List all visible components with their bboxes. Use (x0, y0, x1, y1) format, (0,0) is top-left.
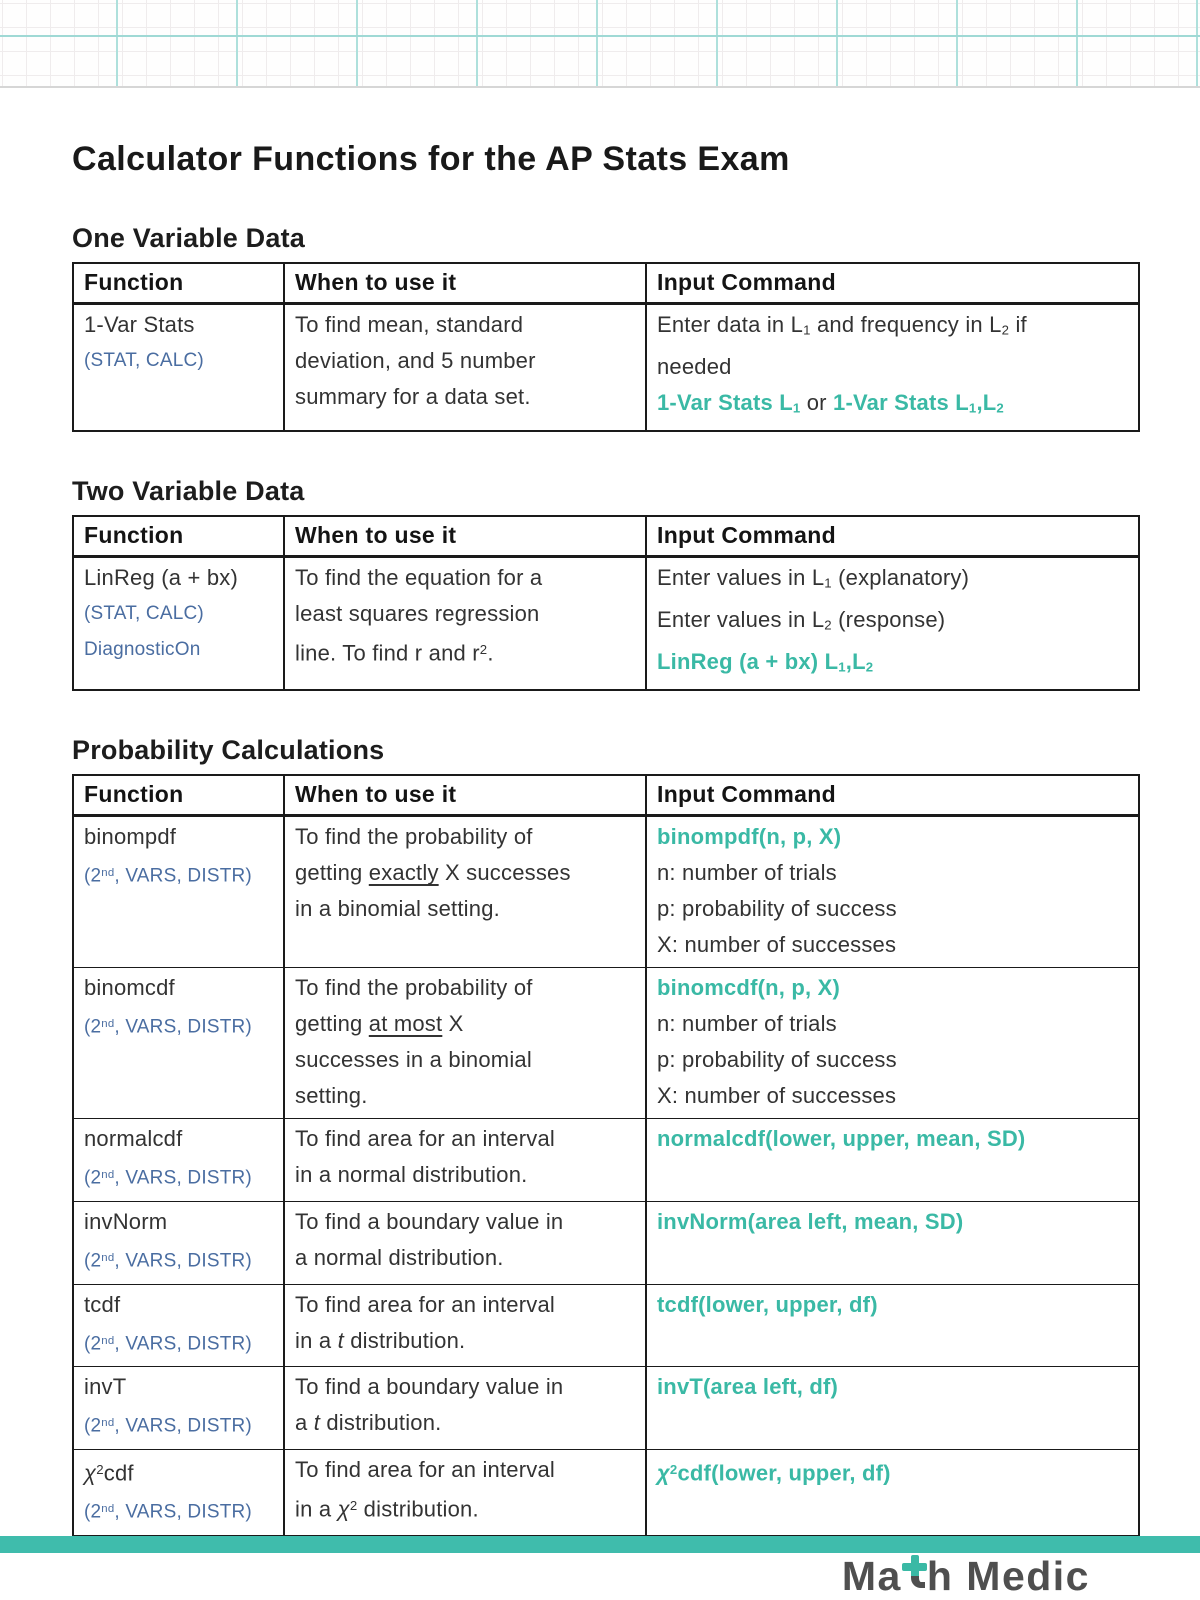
footer-accent-bar (0, 1536, 1200, 1553)
cell-function (73, 968, 284, 1119)
column-header: Function (73, 516, 284, 557)
graph-paper-banner (0, 0, 1200, 88)
text-line: To find area for an interval (295, 1126, 555, 1152)
logo-text-prefix: Ma (841, 1553, 902, 1600)
text-line: (2nd, VARS, DISTR) (84, 1167, 252, 1189)
text-line: tcdf(lower, upper, df) (657, 1291, 878, 1317)
text-line: invNorm(area left, mean, SD) (657, 1208, 964, 1234)
cell-input-command (646, 557, 1139, 690)
text-line: DiagnosticOn (84, 639, 201, 661)
text-line: To find area for an interval (295, 1456, 555, 1482)
section-heading: Probability Calculations (72, 735, 385, 766)
text-line: (2nd, VARS, DISTR) (84, 1502, 252, 1524)
cell-input-command (646, 304, 1139, 432)
cell-function (73, 304, 284, 432)
text-line: To find a boundary value in (295, 1374, 564, 1400)
column-header: Function (73, 775, 284, 816)
section-one-variable-data (72, 223, 1140, 432)
text-line: X: number of successes (657, 932, 897, 958)
table-row (73, 1449, 1139, 1536)
text-line: $\chi^2cdf(lower$, upper, df) (657, 1460, 891, 1486)
cell-when-to-use (284, 968, 646, 1119)
reference-table (72, 774, 1140, 1537)
text-line: n: number of trials (657, 1011, 837, 1037)
cell-function (73, 816, 284, 968)
cell-function (73, 1449, 284, 1536)
column-header: Input Command (646, 263, 1139, 304)
cell-when-to-use (284, 557, 646, 690)
text-line: Enter values in $L_1$ (explanatory) (657, 565, 970, 591)
cell-input-command (646, 816, 1139, 968)
cell-function (73, 1367, 284, 1450)
cell-function (73, 557, 284, 690)
text-line: (STAT, CALC) (84, 603, 204, 625)
cell-when-to-use (284, 1367, 646, 1450)
table-row (73, 304, 1139, 432)
reference-table (72, 515, 1140, 691)
text-line: 1-Var Stats $L_1$ or 1-Var Stats $L_1,L_2$ (657, 389, 1004, 416)
text-line: p: probability of success (657, 1047, 897, 1073)
text-line: LinReg (a + bx) (84, 565, 239, 591)
page-title: Calculator Functions for the AP Stats Exam (72, 140, 790, 178)
cell-when-to-use (284, 1284, 646, 1367)
text-line: deviation, and 5 number (295, 348, 536, 373)
header-row (73, 775, 1139, 816)
text-line: in a normal distribution. (295, 1162, 528, 1188)
header-row (73, 516, 1139, 557)
text-line: setting. (295, 1083, 368, 1109)
section-heading: Two Variable Data (72, 476, 305, 507)
text-line: successes in a binomial (295, 1047, 532, 1073)
text-line: Enter data in $L_1$ and frequency in $L_2$ if (657, 312, 1027, 338)
text-line: To find area for an interval (295, 1291, 555, 1317)
text-line: normalcdf(lower, upper, mean, SD) (657, 1126, 1026, 1152)
text-line: getting at most X (295, 1011, 464, 1037)
text-line: $\chi^2cdf$ (84, 1460, 134, 1486)
table-row (73, 816, 1139, 968)
text-line: To find the equation for a (295, 565, 543, 591)
text-line: To find the probability of (295, 824, 533, 850)
cell-input-command (646, 1367, 1139, 1450)
table-row (73, 1284, 1139, 1367)
column-header: Function (73, 263, 284, 304)
column-header: When to use it (284, 775, 646, 816)
cell-when-to-use (284, 1119, 646, 1202)
text-line: Enter values in $L_2$ (response) (657, 606, 946, 633)
cell-when-to-use (284, 1201, 646, 1284)
text-line: binompdf(n, p, X) (657, 824, 842, 850)
text-line: least squares regression (295, 601, 540, 627)
header-row (73, 263, 1139, 304)
table-row (73, 1201, 1139, 1284)
table-row (73, 968, 1139, 1119)
logo-medical-cross-icon (902, 1556, 927, 1590)
text-line: binompdf (84, 824, 177, 850)
text-line: To find a boundary value in (295, 1208, 564, 1234)
cell-function (73, 1284, 284, 1367)
table-row (73, 557, 1139, 690)
text-line: X: number of successes (657, 1083, 897, 1109)
text-line: needed (657, 353, 732, 379)
cell-input-command (646, 968, 1139, 1119)
cell-input-command (646, 1201, 1139, 1284)
section-heading: One Variable Data (72, 223, 306, 253)
text-line: (2nd, VARS, DISTR) (84, 1250, 252, 1272)
cell-input-command (646, 1449, 1139, 1536)
column-header: Input Command (646, 516, 1139, 557)
cell-function (73, 1119, 284, 1202)
logo-text-suffix: h Medic (926, 1553, 1090, 1600)
text-line: in a binomial setting. (295, 896, 500, 922)
text-line: invNorm (84, 1208, 168, 1234)
section-two-variable-data (72, 476, 1140, 691)
cell-when-to-use (284, 304, 646, 432)
cell-function (73, 1201, 284, 1284)
text-line: a t distribution. (295, 1410, 442, 1436)
cell-input-command (646, 1284, 1139, 1367)
text-line: line. To find r and $r^2$. (295, 640, 494, 666)
cell-when-to-use (284, 1449, 646, 1536)
text-line: 1-Var Stats (84, 312, 195, 337)
text-line: tcdf (84, 1291, 121, 1317)
text-line: To find mean, standard (295, 312, 524, 337)
text-line: in a $\chi^2$ distribution. (295, 1496, 479, 1522)
text-line: invT(area left, df) (657, 1374, 839, 1400)
text-line: To find the probability of (295, 975, 533, 1001)
document-body (0, 140, 1200, 1600)
column-header: When to use it (284, 263, 646, 304)
text-line: summary for a data set. (295, 384, 531, 409)
text-line: LinReg (a + bx) $L_1,L_2$ (657, 648, 874, 675)
column-header: When to use it (284, 516, 646, 557)
text-line: binomcdf(n, p, X) (657, 975, 841, 1001)
text-line: (2nd, VARS, DISTR) (84, 1333, 252, 1355)
table-row (73, 1367, 1139, 1450)
math-medic-logo (72, 1553, 1090, 1600)
text-line: in a t distribution. (295, 1327, 466, 1353)
text-line: normalcdf (84, 1126, 183, 1152)
text-line: (2nd, VARS, DISTR) (84, 1415, 252, 1437)
text-line: (STAT, CALC) (84, 350, 204, 371)
section-probability-calculations (72, 735, 1140, 1537)
text-line: binomcdf (84, 975, 175, 1001)
table-row (73, 1119, 1139, 1202)
cell-input-command (646, 1119, 1139, 1202)
reference-table (72, 262, 1140, 432)
text-line: a normal distribution. (295, 1244, 504, 1270)
text-line: invT (84, 1374, 127, 1400)
text-line: (2nd, VARS, DISTR) (84, 1016, 252, 1038)
text-line: getting exactly X successes (295, 860, 571, 886)
column-header: Input Command (646, 775, 1139, 816)
text-line: (2nd, VARS, DISTR) (84, 865, 252, 887)
sections-container (72, 223, 1140, 1537)
text-line: p: probability of success (657, 896, 897, 922)
text-line: n: number of trials (657, 860, 837, 886)
cell-when-to-use (284, 816, 646, 968)
